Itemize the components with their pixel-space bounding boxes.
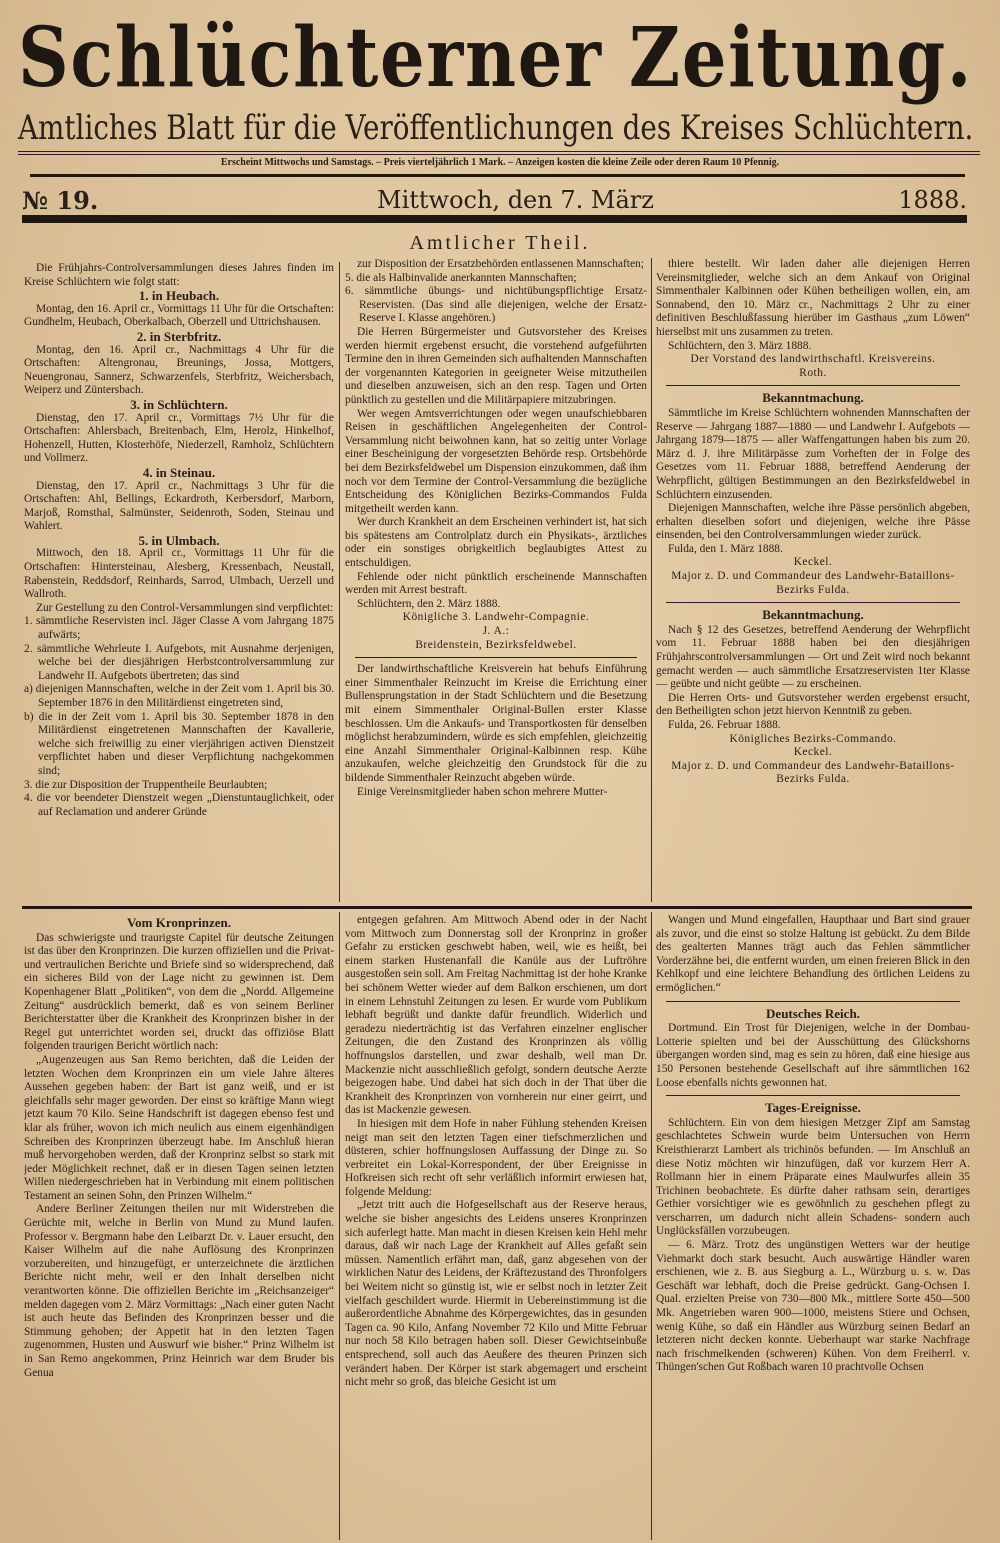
article-paragraph: Wangen und Mund eingefallen, Haupthaar und Bart sind grauer als zuvor, und die einst so stolze Haltung ist gebückt. Zu dem Bilde des gealterten Mannes trägt auch das Fehlen sämmtlicher Vorderzähne bei, die entfernt wurden, um einen freieren Blick in den Kehlkopf und eine leichtere Behandlung des örtlichen Leidens zu ermöglichen.“: [656, 914, 970, 994]
article-heading: 5. in Ulmbach.: [138, 532, 220, 548]
column-divider: [651, 912, 652, 1540]
article-paragraph: Fehlende oder nicht pünktlich erscheinende Mannschaften werden mit Arrest bestraft.: [345, 570, 647, 597]
article-paragraph: Montag, den 16. April cr., Nachmittags 4 Uhr für die Ortschaften: Altengronau, Breunings, Jossa, Mottgers, Neuengronau, Sannerz, Schwarzenfels, Sterbfritz, Weichersbach, Weiperz und Züntersbach.: [24, 343, 334, 397]
article-paragraph: Dienstag, den 17. April cr., Vormittags 7½ Uhr für die Ortschaften: Ahlersbach, Breitenbach, Elm, Herolz, Hinkelhof, Hohenzell, Hutten, Klosterhöfe, Niederzell, Ramholz, Schlüchtern und Vollmerz.: [24, 411, 334, 465]
article-heading: Bekanntmachung.: [762, 607, 864, 623]
article-heading: 4. in Steinau.: [142, 464, 216, 480]
article-column: [24, 262, 334, 904]
article-paragraph: Die Herren Orts- und Gutsvorsteher werden ergebenst ersucht, den Betheiligten schon jetzt hiervon Kenntniß zu geben.: [656, 691, 970, 718]
signature-line: J. A.:: [482, 625, 510, 638]
newspaper-subtitle: Amtliches Blatt für die Veröffentlichungen des Kreises Schlüchtern.: [18, 108, 974, 148]
article-paragraph: „Augenzeugen aus San Remo berichten, daß die Leiden der letzten Wochen dem Kronprinzen ein um viele Jahre älteres Aussehen gegeben haben: der Bart ist ganz weiß, und er ist gleichfalls sehr mager geworden. Der einst so kräftige Mann wiegt jetzt kaum 70 Kilo. Seine Handschrift ist dagegen ebenso fest und klar als früher, wovon ich mich neulich aus einem eigenhändigen Schreiben des Kronprinzen überzeugt habe. Im Anschluß hieran muß hervorgehoben werden, daß der Kronprinz selbst so stark mit jeder Möglichkeit rechnet, daß er in diesen Tagen seinen letzten Willen niedergeschrieben hat in Verbindung mit einem politischen Testament an seinen Sohn, den Prinzen Wilhelm.“: [24, 1053, 334, 1202]
article-paragraph: Der landwirthschaftliche Kreisverein hat behufs Einführung einer Simmenthaler Reinzucht im Kreise die Errichtung einer Bullensprungstation in der Stadt Schlüchtern und die Besetzung mit einem Simmenthaler Original-Bullen erster Klasse beschlossen. Um die Ankaufs- und Transportkosten für denselben möglichst herabzumindern, würde es sich empfehlen, gleichzeitig eine Anzahl Simmenthaler Original-Kalbinnen resp. Kühe anzukaufen, welche gleichzeitig den Grundstock für die zu bildende Simmenthaler Reinzucht abgeben würde.: [345, 663, 647, 784]
article-paragraph: Schlüchtern, den 3. März 1888.: [668, 339, 812, 352]
article-paragraph: Montag, den 16. April cr., Vormittags 11 Uhr für die Ortschaften: Gundhelm, Heubach, Oberkalbach, Oberzell und Uttrichshausen.: [24, 302, 334, 329]
article-paragraph: Einige Vereinsmitglieder haben schon mehrere Mutter-: [357, 785, 608, 798]
article-heading: 2. in Sterbfritz.: [136, 328, 222, 344]
signature-line: Königliche 3. Landwehr-Compagnie.: [402, 611, 590, 624]
article-heading: Tages-Ereignisse.: [765, 1100, 861, 1116]
section-divider: [666, 1001, 960, 1002]
article-column: [656, 914, 970, 1539]
article-paragraph: 2. sämmtliche Wehrleute I. Aufgebots, mit Ausnahme derjenigen, welche bei der diesjährigen Herbstcontrolversammlung zur Landwehr II. Aufgebots übertreten; das sind: [24, 642, 334, 682]
column-divider: [651, 258, 652, 902]
signature-line: Breidenstein, Bezirksfeldwebel.: [415, 638, 577, 651]
article-paragraph: Fulda, 26. Februar 1888.: [668, 719, 781, 731]
signature-line: Keckel.: [793, 556, 833, 569]
issue-date: Mittwoch, den 7. März: [377, 186, 654, 214]
article-paragraph: 4. die vor beendeter Dienstzeit wegen „Dienstuntauglichkeit, oder auf Reclamation und anderer Gründe: [24, 792, 334, 818]
section-divider: [355, 657, 637, 658]
article-paragraph: a) diejenigen Mannschaften, welche in der Zeit vom 1. April bis 30. September 1876 in den Militärdienst eingetreten sind,: [24, 683, 334, 709]
issue-year: 1888.: [898, 186, 967, 214]
signature-line: Der Vorstand des landwirthschaftl. Kreisvereins.: [690, 353, 936, 366]
article-heading: Bekanntmachung.: [762, 390, 864, 406]
signature-line: Roth.: [799, 366, 827, 379]
article-paragraph: b) die in der Zeit vom 1. April bis 30. September 1878 in den Militärdienst eingetretenen Mannschaften der Kavallerie, welche sich freiwillig zu einer vierjährigen activen Dienstzeit verpflichtet haben und dieser Verpflichtung nachgekommen sind;: [24, 710, 334, 777]
article-paragraph: 3. die zur Disposition der Truppentheile Beurlaubten;: [24, 778, 268, 791]
section-divider: [666, 602, 960, 603]
article-paragraph: Schlüchtern. Ein von dem hiesigen Metzger Zipf am Samstag geschlachtetes Schwein wurde beim Untersuchen von Herrn Kreisthierarzt Lambert als trichinös befunden. — Im Anschluß an diese Notiz möchten wir hinzufügen, daß vor kurzem Herr A. Rollmann hier in einem Präparate eines Maulwurfes allein 35 Trichinen beobachtete. Es dürfte daher rathsam sein, derartiges Gethier vorsichtiger wie es gewöhnlich zu geschehen pflegt zu verscharren, um dadurch nicht allein Schadens- sondern auch Unglücksfällen vorzubeugen.: [656, 1116, 970, 1238]
section-title: Amtlicher Theil.: [409, 232, 591, 254]
divider: [30, 174, 965, 177]
section-divider: [666, 385, 960, 386]
article-paragraph: Diejenigen Mannschaften, welche ihre Pässe persönlich abgeben, erhalten dieselben sofort und diejenigen, welche ihre Pässe einsenden, bei den Controlversammlungen wieder zurück.: [656, 502, 970, 542]
article-column: [656, 258, 970, 904]
divider: [18, 151, 980, 152]
divider: [18, 154, 980, 155]
article-paragraph: Nach § 12 des Gesetzes, betreffend Aenderung der Wehrpflicht vom 11. Februar 1888 haben bei den diesjährigen Frühjahrscontrolversammlungen — Ort und Zeit wird noch bekannt gemacht werden — auch sämmtliche Ersatzreservisten 1ter Klasse — geübte und nicht geübte — zu erscheinen.: [656, 623, 970, 691]
article-paragraph: „Jetzt tritt auch die Hofgesellschaft aus der Reserve heraus, welche sie bisher angesichts des Leidens unseres Kronprinzen sich auferlegt hatte. Man macht in diesen Kreisen kein Hehl mehr daraus, daß wir nach Lage der Krankheit auf Alles gefaßt sein müssen. Namentlich erfährt man, daß, ganz abgesehen von der wirklichen Natur des Leidens, der Kräftezustand des Thronfolgers bei Weitem nicht so günstig ist, wie er selbst noch in letzter Zeit vielfach geschildert wurde. Hiermit in Uebereinstimmung ist die außerordentliche Abnahme des Körpergewichtes, das in gesunden Tagen ca. 90 Kilo, Anfang November 72 Kilo und Mitte Februar nur noch 58 Kilo betragen haben soll. Dieser Gewichtseinbuße entsprechend, soll auch das Aeußere des theuren Prinzen sich verändert haben. Der Körper ist stark abgemagert und erscheint nicht mehr so groß, das bleiche Gesicht ist um: [345, 1199, 647, 1389]
article-paragraph: — 6. März. Trotz des ungünstigen Wetters war der heutige Viehmarkt doch stark besucht. Auch auswärtige Händler waren erschienen, wie z. B. aus Siegburg a. L., Würzburg u. s. w. Das Geschäft war lebhaft, doch die Preise gedrückt. Gang-Ochsen I. Qual. erzielten Preise von 730—800 Mk., mittlere Sorte 450—500 Mk. Angetrieben waren 900—1000, meistens Stiere und Ochsen, wenig Kühe, so daß ein Händler aus Würzburg seinen Bedarf an letzteren nicht decken konnte. Ueberhaupt war starke Nachfrage nach frischmelkenden (schweren) Kühen. Von dem Freiherrl. v. Thüngen'schen Gut Roßbach waren 10 prachtvolle Ochsen: [656, 1239, 970, 1374]
article-paragraph: Fulda, den 1. März 1888.: [668, 542, 783, 555]
section-divider: [666, 1095, 960, 1096]
article-paragraph: Dortmund. Ein Trost für Diejenigen, welche in der Dombau-Lotterie spielten und bei der Ausschüttung des Glückshorns übergangen worden sind, mag es sein zu hören, daß eine hiesige aus 150 Personen bestehende Gesellschaft auf ihre sämmtlichen 162 Loose ebenfalls nichts gewonnen hat.: [656, 1022, 970, 1089]
article-paragraph: Mittwoch, den 18. April cr., Vormittags 11 Uhr für die Ortschaften: Hintersteinau, Alesberg, Kressenbach, Neustall, Rabenstein, Reddsdorf, Reinhards, Sarrod, Ulmbach, Uerzell und Wallroth.: [24, 547, 334, 601]
article-paragraph: entgegen gefahren. Am Mittwoch Abend oder in der Nacht vom Mittwoch zum Donnerstag soll der Kronprinz in großer Gefahr zu ersticken geschwebt haben, weil, wie es heißt, bei einem starken Hustenanfall die Kanüle aus der Luftröhre ausgestoßen sein soll. Am Freitag Nachmittag ist der hohe Kranke bei schönem Wetter wieder auf dem Balkon erschienen, um dort in einem Lehnstuhl Zeitungen zu lesen. Er wurde vom Publikum lebhaft begrüßt und dankte dafür freundlich. Widerlich und geradezu niederträchtig ist das Verfahren einzelner englischer Zeitungen, die den Zustand des Kronprinzen als völlig hoffnungslos darstellen, und zwar deshalb, weil man Dr. Mackenzie nicht ausschließlich gefolgt, sondern deutsche Aerzte beigezogen habe. Und dabei hat sich doch in der That über die Krankheit des Kronprinzen von vornherein nur einer geirrt, und das ist Mackenzie gewesen.: [345, 914, 647, 1117]
article-paragraph: Die Frühjahrs-Controlversammlungen dieses Jahres finden im Kreise Schlüchtern wie folgt statt:: [24, 262, 334, 288]
signature-line: Major z. D. und Commandeur des Landwehr-Bataillons-Bezirks Fulda.: [671, 759, 955, 786]
article-paragraph: Zur Gestellung zu den Control-Versammlungen sind verpflichtet:: [36, 601, 334, 614]
article-column: [345, 914, 647, 1539]
article-paragraph: thiere bestellt. Wir laden daher alle diejenigen Herren Vereinsmitglieder, welche sich an dem Ankauf von Original Simmenthaler Kalbinnen oder Kühen betheiligen wollen, ein, am Sonnabend, den 10. März cr., Nachmittags 2 Uhr zu einer definitiven Beschlußfassung hierüber im Gasthaus „zum Löwen“ hierselbst mit uns zusammen zu treten.: [656, 258, 970, 338]
article-column: [24, 914, 334, 1539]
divider: [22, 215, 967, 223]
article-paragraph: Das schwierigste und traurigste Capitel für deutsche Zeitungen ist das über den Kronprinzen. Die kurzen offiziellen und die Privat- und vertraulichen Berichte und Briefe sind so widersprechend, daß ein sicheres Bild von der Lage nicht zu gewinnen ist. Dem Kopenhagener Blatt „Politiken“, von dem die „Nordd. Allgemeine Zeitung“ ausdrücklich bemerkt, daß es von seinem Berliner Berichterstatter über die Krankheit des Kronprinzen bisher in der Regel gut unterrichtet worden sei, druckt das offiziöse Blatt folgenden traurigen Bericht wörtlich nach:: [24, 931, 334, 1053]
publication-info: Erscheint Mittwochs und Samstags. – Preis vierteljährlich 1 Mark. – Anzeigen kosten die kleine Zeile oder deren Raum 10 Pfennig.: [220, 157, 780, 168]
article-heading: Vom Kronprinzen.: [126, 915, 231, 930]
masthead: [18, 0, 982, 148]
article-paragraph: 5. die als Halbinvalide anerkannten Mannschaften;: [345, 271, 577, 284]
signature-line: Major z. D. und Commandeur des Landwehr-Bataillons-Bezirks Fulda.: [671, 570, 955, 596]
dateline: [22, 186, 967, 216]
article-column: [345, 258, 647, 904]
divider: [22, 906, 972, 909]
article-paragraph: Wer durch Krankheit an dem Erscheinen verhindert ist, hat sich bis spätestens am Controlplatz durch ein Physikats-, ärztliches oder ein sonstiges obrigkeitlich beglaubigtes Attest zu entschuldigen.: [345, 516, 647, 570]
issue-number: № 19.: [22, 186, 99, 215]
article-paragraph: Andere Berliner Zeitungen theilen nur mit Widerstreben die Gerüchte mit, welche in Berlin von Mund zu Mund laufen. Professor v. Bergmann habe den Leibarzt Dr. v. Lauer ersucht, den Kaiser Wilhelm auf die nahe Auflösung des Kronprinzen vorzubereiten, und hinzugefügt, er unterzeichnete die ärztlichen Berichte nicht mehr, weil er den Inhalt derselben nicht verantworten könne. Die offiziellen Berichte im „Reichsanzeiger“ melden dagegen vom 2. März Vormittags: „Nach einer guten Nacht ist auch heute das Befinden des Kronprinzen besser und die Stimmung gehoben; der Appetit hat in den letzten Tagen zugenommen, Husten und Auswurf wie bisher.“ Prinz Wilhelm ist in San Remo angekommen, Prinz Heinrich war dem Bruder bis Genua: [24, 1203, 334, 1379]
newspaper-title: Schlüchterner Zeitung.: [18, 10, 974, 106]
article-paragraph: Sämmtliche im Kreise Schlüchtern wohnenden Mannschaften der Reserve — Jahrgang 1887—1880 — und Landwehr I. Aufgebots — Jahrgang 1879—1875 — aller Waffengattungen haben bis zum 20. März d. J. ihre Militärpässe zum Vorheften der in Folge des Gesetzes vom 11. Februar 1888, betreffend Aenderung der Wehrpflicht, gültigen Bestimmungen an den Bezirksfeldwebel in Schlüchtern einzusenden.: [656, 406, 970, 501]
article-paragraph: Schlüchtern, den 2. März 1888.: [357, 597, 501, 610]
article-heading: 3. in Schlüchtern.: [130, 396, 228, 412]
article-paragraph: 1. sämmtliche Reservisten incl. Jäger Classe A vom Jahrgang 1875 aufwärts;: [24, 615, 334, 642]
article-paragraph: Wer wegen Amtsverrichtungen oder wegen unaufschiebbaren Reisen in geschäftlichen Angelegenheiten der Control-Versammlung nicht beiwohnen kann, hat so zeitig unter Vorlage einer Bescheinigung der vorgesetzten Behörde resp. Ortsbehörde bei dem Bezirksfeldwebel um Dispension einzukommen, daß ihm noch vor dem Termine der Control-Versammlung die bezügliche Entscheidung des Königlichen Bezirks-Commandos Fulda mitgetheilt werden kann.: [345, 407, 647, 515]
article-heading: 1. in Heubach.: [138, 288, 220, 304]
signature-line: Keckel.: [793, 746, 833, 759]
article-paragraph: Dienstag, den 17. April cr., Nachmittags 3 Uhr für die Ortschaften: Ahl, Bellings, Eckardroth, Kerbersdorf, Marborn, Marjoß, Romsthal, Salmünster, Seidenroth, Soden, Steinau und Wahlert.: [24, 479, 334, 533]
signature-line: Königliches Bezirks-Commando.: [729, 732, 897, 745]
column-divider: [339, 912, 340, 1540]
article-paragraph: Die Herren Bürgermeister und Gutsvorsteher des Kreises werden hiermit ergebenst ersucht, die vorstehend aufgeführten Termine den in ihren Gemeinden sich aufhaltenden Mannschaften der vorgenannten Kategorien in geeigneter Weise mitzutheilen und dieselben anzuweisen, sich an den resp. Tagen und Orten pünktlich zu gestellen und die Militärpapiere mitzubringen.: [345, 325, 647, 406]
article-paragraph: zur Disposition der Ersatzbehörden entlassenen Mannschaften;: [357, 258, 644, 270]
column-divider: [339, 262, 340, 902]
article-paragraph: 6. sämmtliche übungs- und nichtübungspflichtige Ersatz-Reservisten. (Das sind alle diejenigen, welche der Ersatz-Reserve I. Klasse angehören.): [345, 285, 647, 325]
article-paragraph: In hiesigen mit dem Hofe in naher Fühlung stehenden Kreisen neigt man seit den letzten Tagen einer tiefschmerzlichen und düsteren, schier hoffnungslosen Auffassung der Dinge zu. So verbreitet ein Lokal-Korrespondent, der über Ereignisse in Hofkreisen sich recht oft sehr verläßlich informirt erwiesen hat, folgende Meldung:: [345, 1117, 647, 1198]
article-heading: Deutsches Reich.: [766, 1005, 860, 1021]
